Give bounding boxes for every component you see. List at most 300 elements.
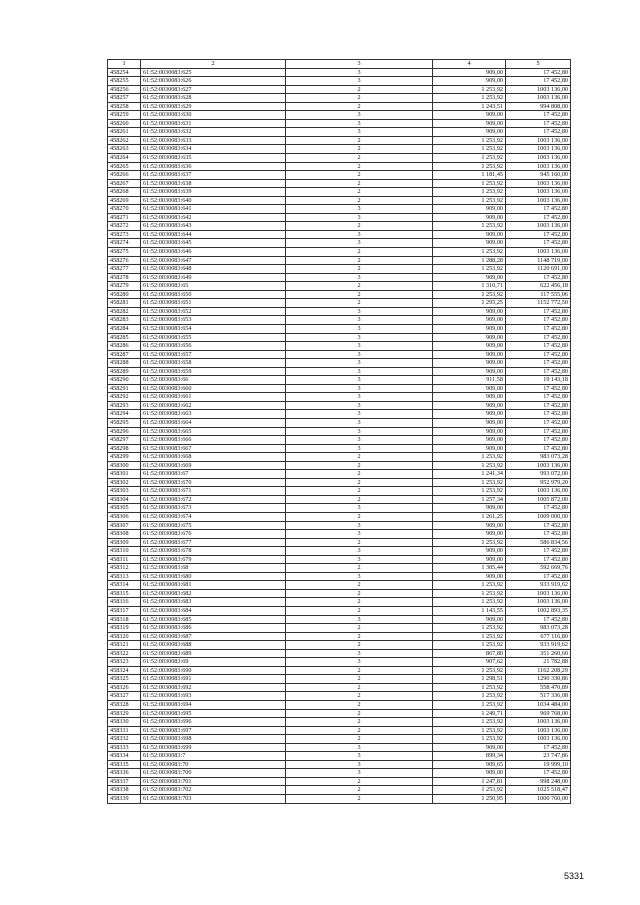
table-cell: 2 [286, 607, 433, 616]
table-cell: 3 [286, 273, 433, 282]
table-row [108, 196, 571, 205]
column-header: 1 [108, 60, 141, 69]
column-header: 2 [141, 60, 286, 69]
table-row [108, 649, 571, 658]
table-cell: 2 [286, 299, 433, 308]
table-cell: 2 [286, 282, 433, 291]
table-cell: 17 452,80 [506, 213, 571, 222]
table-row [108, 342, 571, 351]
table-cell: 1 253,92 [433, 641, 506, 650]
table-cell: 3 [286, 205, 433, 214]
table-cell: 907,62 [433, 658, 506, 667]
table-cell: 2 [286, 256, 433, 265]
table-row [108, 333, 571, 342]
table-row [108, 786, 571, 795]
table-cell: 3 [286, 393, 433, 402]
table-cell: 2 [286, 632, 433, 641]
table-cell: 61:52:0030083:676 [141, 530, 286, 539]
table-cell: 2 [286, 692, 433, 701]
table-cell: 61:52:0030083:668 [141, 453, 286, 462]
table-cell: 1003 136,00 [506, 598, 571, 607]
table-cell: 458328 [108, 701, 141, 710]
table-cell: 458287 [108, 350, 141, 359]
table-cell: 1152 772,50 [506, 299, 571, 308]
table-cell: 3 [286, 530, 433, 539]
table-cell: 458298 [108, 444, 141, 453]
table-cell: 1 253,92 [433, 701, 506, 710]
table-cell: 2 [286, 598, 433, 607]
table-cell: 1 253,92 [433, 265, 506, 274]
table-cell: 61:52:0030083:688 [141, 641, 286, 650]
table-cell: 1003 136,00 [506, 589, 571, 598]
table-cell: 1005 872,00 [506, 495, 571, 504]
table-cell: 61:52:0030083:629 [141, 102, 286, 111]
table-cell: 61:52:0030083:685 [141, 615, 286, 624]
table-cell: 458290 [108, 376, 141, 385]
table-cell: 3 [286, 367, 433, 376]
table-cell: 17 452,80 [506, 230, 571, 239]
table-cell: 1003 136,00 [506, 487, 571, 496]
table-row [108, 290, 571, 299]
table-cell: 1 250,95 [433, 795, 506, 804]
table-cell: 61:52:0030083:647 [141, 256, 286, 265]
table-cell: 1290 330,86 [506, 675, 571, 684]
table-cell: 17 452,80 [506, 393, 571, 402]
table-cell: 1 288,28 [433, 256, 506, 265]
table-cell: 909,00 [433, 384, 506, 393]
table-cell: 2 [286, 290, 433, 299]
table-cell: 2 [286, 162, 433, 171]
table-row [108, 94, 571, 103]
table-row [108, 572, 571, 581]
table-cell: 1 253,92 [433, 162, 506, 171]
table-cell: 61:52:0030083:703 [141, 795, 286, 804]
table-row [108, 393, 571, 402]
table-cell: 3 [286, 316, 433, 325]
table-cell: 61:52:0030083:649 [141, 273, 286, 282]
table-row [108, 709, 571, 718]
table-cell: 3 [286, 418, 433, 427]
table-cell: 3 [286, 444, 433, 453]
table-cell: 458289 [108, 367, 141, 376]
table-cell: 21 782,88 [506, 658, 571, 667]
table-cell: 61:52:0030083:659 [141, 367, 286, 376]
table-cell: 61:52:0030083:651 [141, 299, 286, 308]
table-cell: 458276 [108, 256, 141, 265]
table-row [108, 265, 571, 274]
table-cell: 458329 [108, 709, 141, 718]
table-cell: 909,00 [433, 504, 506, 513]
table-cell: 1003 136,00 [506, 85, 571, 94]
table-cell: 3 [286, 77, 433, 86]
table-cell: 998 248,00 [506, 777, 571, 786]
table-cell: 592 669,76 [506, 564, 571, 573]
table-cell: 909,00 [433, 615, 506, 624]
table-cell: 2 [286, 709, 433, 718]
table-cell: 458313 [108, 572, 141, 581]
table-cell: 1 253,92 [433, 581, 506, 590]
table-cell: 17 452,80 [506, 205, 571, 214]
table-cell: 2 [286, 470, 433, 479]
header-row [108, 60, 571, 69]
table-cell: 458326 [108, 683, 141, 692]
table-row [108, 427, 571, 436]
table-cell: 1 253,92 [433, 538, 506, 547]
table-row [108, 85, 571, 94]
table-row [108, 478, 571, 487]
page-number: 5331 [563, 871, 584, 881]
table-cell: 2 [286, 538, 433, 547]
table-cell: 2 [286, 786, 433, 795]
table-row [108, 589, 571, 598]
table-row [108, 607, 571, 616]
table-row [108, 256, 571, 265]
table-cell: 3 [286, 111, 433, 120]
table-cell: 3 [286, 324, 433, 333]
table-cell: 17 452,80 [506, 401, 571, 410]
table-cell: 1003 136,00 [506, 196, 571, 205]
table-row [108, 188, 571, 197]
table-cell: 1 247,81 [433, 777, 506, 786]
table-cell: 61:52:0030083:692 [141, 683, 286, 692]
table-cell: 1 253,92 [433, 145, 506, 154]
table-cell: 2 [286, 675, 433, 684]
table-cell: 2 [286, 136, 433, 145]
table-cell: 909,00 [433, 273, 506, 282]
table-cell: 1003 136,00 [506, 735, 571, 744]
table-row [108, 495, 571, 504]
table-cell: 351 260,60 [506, 649, 571, 658]
table-row [108, 752, 571, 761]
table-cell: 458303 [108, 487, 141, 496]
table-cell: 61:52:0030083:694 [141, 701, 286, 710]
table-row [108, 564, 571, 573]
table-cell: 458293 [108, 401, 141, 410]
table-cell: 117 555,06 [506, 290, 571, 299]
table-cell: 61:52:0030083:654 [141, 324, 286, 333]
table-cell: 61:52:0030083:632 [141, 128, 286, 137]
table-cell: 61:52:0030083:652 [141, 307, 286, 316]
table-cell: 458284 [108, 324, 141, 333]
table-cell: 61:52:0030083:643 [141, 222, 286, 231]
table-cell: 911,58 [433, 376, 506, 385]
table-row [108, 675, 571, 684]
table-cell: 17 452,80 [506, 530, 571, 539]
table-cell: 61:52:0030083:665 [141, 427, 286, 436]
table-cell: 3 [286, 572, 433, 581]
table-row [108, 777, 571, 786]
table-cell: 61:52:0030083:683 [141, 598, 286, 607]
table-row [108, 213, 571, 222]
table-cell: 458285 [108, 333, 141, 342]
table-cell: 2 [286, 222, 433, 231]
table-cell: 909,00 [433, 521, 506, 530]
table-row [108, 111, 571, 120]
table-cell: 909,00 [433, 769, 506, 778]
table-cell: 61:52:0030083:658 [141, 359, 286, 368]
table-cell: 2 [286, 154, 433, 163]
table-cell: 458257 [108, 94, 141, 103]
table-cell: 458312 [108, 564, 141, 573]
table-row [108, 119, 571, 128]
table-cell: 458263 [108, 145, 141, 154]
table-cell: 17 452,80 [506, 350, 571, 359]
table-row [108, 795, 571, 804]
table-cell: 61:52:0030083:675 [141, 521, 286, 530]
table-cell: 17 452,80 [506, 367, 571, 376]
table-row [108, 299, 571, 308]
table-cell: 458265 [108, 162, 141, 171]
table-cell: 458316 [108, 598, 141, 607]
table-cell: 61:52:0030083:695 [141, 709, 286, 718]
table-row [108, 538, 571, 547]
table-cell: 1 253,92 [433, 718, 506, 727]
table-cell: 909,00 [433, 444, 506, 453]
table-cell: 1003 136,00 [506, 188, 571, 197]
table-cell: 1 253,92 [433, 683, 506, 692]
table-cell: 17 452,80 [506, 743, 571, 752]
table-cell: 61:52:0030083:664 [141, 418, 286, 427]
table-cell: 1 143,55 [433, 607, 506, 616]
table-cell: 3 [286, 752, 433, 761]
table-cell: 2 [286, 589, 433, 598]
table-cell: 909,00 [433, 77, 506, 86]
table-row [108, 504, 571, 513]
table-cell: 458258 [108, 102, 141, 111]
table-cell: 61:52:0030083:639 [141, 188, 286, 197]
table-cell: 458286 [108, 342, 141, 351]
table-cell: 1 181,45 [433, 171, 506, 180]
table-row [108, 632, 571, 641]
table-cell: 909,00 [433, 418, 506, 427]
table-cell: 2 [286, 487, 433, 496]
table-cell: 458301 [108, 470, 141, 479]
table-cell: 17 452,80 [506, 418, 571, 427]
table-cell: 17 452,80 [506, 555, 571, 564]
table-cell: 1 253,92 [433, 726, 506, 735]
table-cell: 2 [286, 85, 433, 94]
table-cell: 3 [286, 436, 433, 445]
table-cell: 61:52:0030083:687 [141, 632, 286, 641]
table-cell: 2 [286, 666, 433, 675]
table-cell: 61:52:0030083:702 [141, 786, 286, 795]
table-cell: 909,00 [433, 350, 506, 359]
table-cell: 458273 [108, 230, 141, 239]
table-cell: 2 [286, 495, 433, 504]
table-row [108, 145, 571, 154]
table-cell: 61:52:0030083:679 [141, 555, 286, 564]
table-cell: 17 452,80 [506, 427, 571, 436]
table-cell: 909,00 [433, 324, 506, 333]
table-cell: 1 253,92 [433, 666, 506, 675]
table-cell: 61:52:0030083:637 [141, 171, 286, 180]
table-cell: 3 [286, 307, 433, 316]
table-cell: 458318 [108, 615, 141, 624]
table-cell: 969 768,00 [506, 709, 571, 718]
table-cell: 61:52:0030083:627 [141, 85, 286, 94]
table-cell: 458327 [108, 692, 141, 701]
table-cell: 909,00 [433, 307, 506, 316]
table-cell: 61:52:0030083:689 [141, 649, 286, 658]
table-cell: 61:52:0030083:660 [141, 384, 286, 393]
table-cell: 1 253,92 [433, 632, 506, 641]
table-cell: 61:52:0030083:631 [141, 119, 286, 128]
table-row [108, 136, 571, 145]
table-cell: 61:52:0030083:669 [141, 461, 286, 470]
table-cell: 458331 [108, 726, 141, 735]
table-cell: 458325 [108, 675, 141, 684]
table-cell: 61:52:0030083:697 [141, 726, 286, 735]
table-cell: 61:52:0030083:693 [141, 692, 286, 701]
table-cell: 2 [286, 795, 433, 804]
table-cell: 61:52:0030083:666 [141, 436, 286, 445]
table-cell: 61:52:0030083:667 [141, 444, 286, 453]
table-cell: 17 452,80 [506, 521, 571, 530]
table-cell: 17 452,80 [506, 239, 571, 248]
table-cell: 2 [286, 265, 433, 274]
table-cell: 1 253,92 [433, 735, 506, 744]
table-cell: 1 253,92 [433, 94, 506, 103]
table-cell: 61:52:0030083:670 [141, 478, 286, 487]
table-row [108, 128, 571, 137]
table-cell: 933 919,62 [506, 641, 571, 650]
table-cell: 2 [286, 718, 433, 727]
table-cell: 3 [286, 410, 433, 419]
table-row [108, 658, 571, 667]
table-cell: 458319 [108, 624, 141, 633]
table-cell: 1 253,92 [433, 179, 506, 188]
table-cell: 458305 [108, 504, 141, 513]
table-row [108, 555, 571, 564]
table-cell: 61:52:0030083:680 [141, 572, 286, 581]
table-cell: 1 261,25 [433, 512, 506, 521]
table-cell: 2 [286, 461, 433, 470]
table-cell: 458311 [108, 555, 141, 564]
table-row [108, 68, 571, 77]
table-cell: 458307 [108, 521, 141, 530]
table-cell: 61:52:0030083:7 [141, 752, 286, 761]
table-cell: 458299 [108, 453, 141, 462]
table-cell: 3 [286, 547, 433, 556]
table-row [108, 230, 571, 239]
table-cell: 1 243,51 [433, 102, 506, 111]
table-row [108, 436, 571, 445]
table-cell: 2 [286, 102, 433, 111]
table-cell: 458254 [108, 68, 141, 77]
table-row [108, 718, 571, 727]
table-cell: 61:52:0030083:653 [141, 316, 286, 325]
table-cell: 3 [286, 342, 433, 351]
table-cell: 2 [286, 701, 433, 710]
table-cell: 1 253,92 [433, 248, 506, 257]
table-cell: 1 257,34 [433, 495, 506, 504]
table-cell: 909,00 [433, 119, 506, 128]
table-row [108, 77, 571, 86]
table-cell: 61:52:0030083:648 [141, 265, 286, 274]
table-cell: 61:52:0030083:671 [141, 487, 286, 496]
table-cell: 677 116,80 [506, 632, 571, 641]
table-cell: 2 [286, 726, 433, 735]
table-cell: 61:52:0030083:655 [141, 333, 286, 342]
table-cell: 61:52:0030083:663 [141, 410, 286, 419]
table-cell: 458339 [108, 795, 141, 804]
table-cell: 1003 136,00 [506, 222, 571, 231]
table-cell: 458310 [108, 547, 141, 556]
table-cell: 1 253,92 [433, 487, 506, 496]
table-cell: 61:52:0030083:684 [141, 607, 286, 616]
table-cell: 17 452,80 [506, 316, 571, 325]
table-cell: 909,00 [433, 359, 506, 368]
table-cell: 61:52:0030083:690 [141, 666, 286, 675]
table-cell: 458264 [108, 154, 141, 163]
table-cell: 1 305,44 [433, 564, 506, 573]
table-cell: 2 [286, 453, 433, 462]
table-cell: 23 747,86 [506, 752, 571, 761]
table-cell: 61:52:0030083:678 [141, 547, 286, 556]
table-cell: 909,00 [433, 427, 506, 436]
table-row [108, 666, 571, 675]
table-cell: 1162 208,29 [506, 666, 571, 675]
table-row [108, 581, 571, 590]
table-cell: 61:52:0030083:69 [141, 658, 286, 667]
table-row [108, 692, 571, 701]
table-cell: 1003 136,00 [506, 726, 571, 735]
table-cell: 458338 [108, 786, 141, 795]
table-cell: 909,00 [433, 128, 506, 137]
table-row [108, 410, 571, 419]
table-row [108, 701, 571, 710]
table-cell: 2 [286, 478, 433, 487]
table-cell: 2 [286, 196, 433, 205]
table-cell: 458333 [108, 743, 141, 752]
table-cell: 458271 [108, 213, 141, 222]
table-cell: 3 [286, 333, 433, 342]
table-cell: 3 [286, 230, 433, 239]
table-row [108, 376, 571, 385]
table-cell: 1 249,71 [433, 709, 506, 718]
table-cell: 458335 [108, 760, 141, 769]
table-row [108, 461, 571, 470]
table-cell: 61:52:0030083:682 [141, 589, 286, 598]
table-cell: 558 470,89 [506, 683, 571, 692]
table-cell: 61:52:0030083:645 [141, 239, 286, 248]
table-cell: 458309 [108, 538, 141, 547]
table-cell: 19 999,10 [506, 760, 571, 769]
table-cell: 17 452,80 [506, 504, 571, 513]
table-row [108, 487, 571, 496]
table-cell: 3 [286, 119, 433, 128]
table-cell: 1 253,92 [433, 478, 506, 487]
table-row [108, 615, 571, 624]
table-cell: 61:52:0030083:68 [141, 564, 286, 573]
table-cell: 458280 [108, 290, 141, 299]
table-cell: 61:52:0030083:686 [141, 624, 286, 633]
table-cell: 458291 [108, 384, 141, 393]
table-row [108, 359, 571, 368]
table-cell: 61:52:0030083:630 [141, 111, 286, 120]
table-row [108, 350, 571, 359]
table-cell: 458261 [108, 128, 141, 137]
table-cell: 2 [286, 248, 433, 257]
table-cell: 61:52:0030083:642 [141, 213, 286, 222]
column-header: 4 [433, 60, 506, 69]
table-cell: 458336 [108, 769, 141, 778]
table-cell: 458302 [108, 478, 141, 487]
table-cell: 2 [286, 188, 433, 197]
table-cell: 1000 760,00 [506, 795, 571, 804]
table-cell: 2 [286, 179, 433, 188]
table-cell: 909,00 [433, 333, 506, 342]
